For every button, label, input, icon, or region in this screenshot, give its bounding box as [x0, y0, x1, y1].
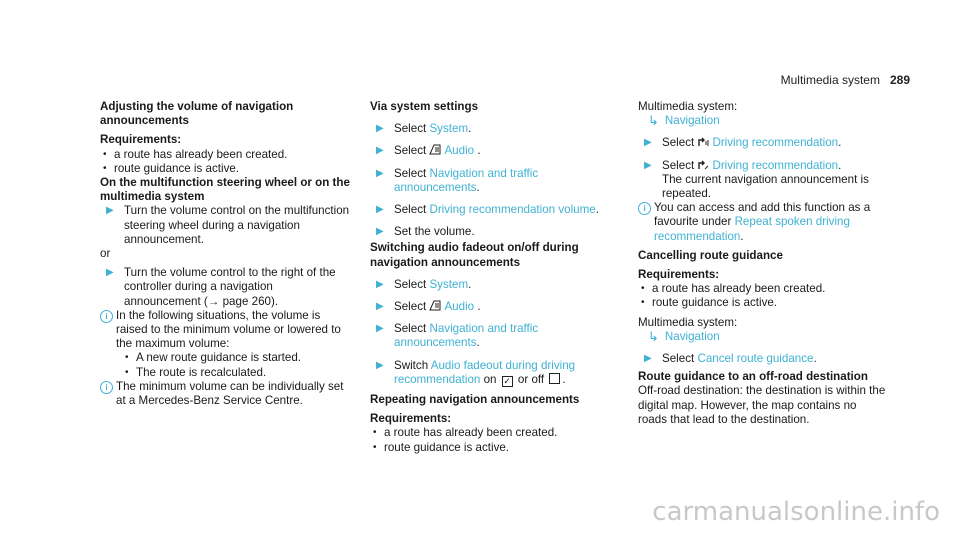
info-icon: i — [100, 309, 116, 323]
step: ▶ Select Driving recommendation. — [638, 136, 888, 150]
list-item: • route guidance is active. — [638, 296, 888, 310]
info-icon: i — [100, 380, 116, 394]
page-number: 289 — [889, 73, 910, 87]
list-item: • a route has already been created. — [638, 282, 888, 296]
arrow-icon: ▶ — [376, 323, 384, 335]
step: ▶ Select System. — [370, 122, 620, 136]
step: ▶ Switch Audio fadeout during driving recommendation on ✓ or off . — [370, 359, 620, 387]
requirements-label: Requirements: — [370, 412, 452, 426]
nav-path — [638, 330, 888, 344]
bullet-icon: • — [373, 441, 377, 453]
paragraph: Off-road destination: the destination is within the digital map. However, the map contains no roads that lead to the destination. — [638, 384, 886, 426]
bullet-icon: • — [641, 283, 645, 295]
list-item: • a route has already been created. — [370, 426, 620, 440]
bullet-icon: • — [641, 297, 645, 309]
system-line: Multimedia system: — [638, 315, 738, 329]
step: ▶ Select Cancel route guidance. — [638, 352, 888, 366]
driving-recommendation-icon — [697, 136, 709, 147]
nav-sub-arrow-icon: ↳ — [648, 113, 659, 129]
requirements-label: Requirements: — [638, 268, 720, 282]
requirements-label: Requirements: — [100, 133, 182, 147]
arrow-icon: ▶ — [376, 145, 384, 157]
menu-link-navigation[interactable]: Navigation — [664, 329, 720, 343]
checkbox-off-icon — [549, 373, 560, 384]
step: ▶ Select Audio . — [370, 144, 620, 158]
menu-link-cancel-route-guidance[interactable]: Cancel route guidance — [697, 352, 814, 366]
arrow-icon: ▶ — [376, 226, 384, 238]
info-icon: i — [638, 201, 654, 215]
arrow-icon: ▶ — [106, 267, 114, 279]
subheading: On the multifunction steering wheel or on the multimedia system — [100, 176, 350, 204]
section-heading: Route guidance to an off-road destination — [638, 370, 868, 384]
menu-link-driving-recommendation[interactable]: Driving recommendation — [712, 136, 839, 150]
list-item: • route guidance is active. — [100, 162, 350, 176]
or-label: or — [100, 247, 111, 261]
menu-link-driving-recommendation-volume[interactable]: Driving recommendation volume — [429, 203, 596, 217]
step: ▶ Turn the volume control on the multifunction steering wheel during a navigation announcement. — [100, 204, 350, 247]
nav-path — [638, 114, 888, 128]
note: i The minimum volume can be individually set at a Mercedes-Benz Service Centre. — [100, 380, 350, 408]
arrow-icon: ▶ — [644, 137, 652, 149]
section-heading: Adjusting the volume of navigation announcements — [100, 100, 294, 128]
arrow-icon: ▶ — [106, 205, 114, 217]
arrow-icon: ▶ — [376, 167, 384, 179]
driving-recommendation-icon — [697, 159, 709, 170]
step: ▶ Select Driving recommendation. The current navigation announcement is repeated. — [638, 159, 888, 202]
bullet-icon: • — [125, 366, 129, 378]
arrow-icon: ▶ — [644, 159, 652, 171]
bullet-icon: • — [373, 427, 377, 439]
bullet-icon: • — [125, 352, 129, 364]
column-3 — [638, 100, 888, 427]
menu-link-audio[interactable]: Audio — [444, 300, 475, 314]
arrow-icon: ▶ — [376, 359, 384, 371]
menu-link-system[interactable]: System — [429, 277, 469, 291]
arrow-icon: ▶ — [376, 204, 384, 216]
menu-link-navigation[interactable]: Navigation — [664, 114, 720, 128]
menu-link-navigation-announcements[interactable]: Navigation and traffic announcements — [394, 322, 539, 350]
arrow-icon: ▶ — [644, 353, 652, 365]
watermark: carmanualsonline.info — [652, 497, 940, 527]
note: i You can access and add this function as a favourite under Repeat spoken driving recommendation. — [638, 201, 888, 244]
arrow-icon: ▶ — [376, 301, 384, 313]
audio-icon — [429, 300, 441, 311]
step: ▶ Select Driving recommendation volume. — [370, 203, 620, 217]
note: i In the following situations, the volume is raised to the minimum volume or lowered to the maximum volume: — [100, 309, 350, 352]
step: ▶ Turn the volume control to the right of the controller during a navigation announcement (→ page 260). — [100, 266, 350, 309]
section-heading: Cancelling route guidance — [638, 248, 783, 262]
system-line: Multimedia system: — [638, 100, 738, 113]
header-title: Multimedia system — [780, 73, 880, 87]
arrow-icon: ▶ — [376, 123, 384, 135]
menu-link-audio[interactable]: Audio — [444, 144, 475, 158]
section-heading: Via system settings — [370, 100, 479, 113]
menu-link-system[interactable]: System — [429, 122, 469, 136]
list-item: • The route is recalculated. — [122, 366, 350, 380]
menu-link-repeat-spoken[interactable]: Repeat spoken driving recommendation — [654, 215, 850, 243]
step: ▶ Select Navigation and traffic announcements. — [370, 167, 620, 195]
step: ▶ Select System. — [370, 278, 620, 292]
step: ▶ Select Navigation and traffic announcements. — [370, 322, 620, 350]
column-1 — [100, 100, 350, 408]
step: ▶ Set the volume. — [370, 225, 620, 239]
checkbox-on-icon: ✓ — [503, 375, 511, 386]
column-2 — [370, 100, 620, 455]
arrow-icon: ▶ — [376, 278, 384, 290]
bullet-icon: • — [103, 162, 107, 174]
page-header — [781, 73, 910, 87]
menu-link-navigation-announcements[interactable]: Navigation and traffic announcements — [394, 166, 539, 194]
menu-link-audio-fadeout[interactable]: Audio fadeout during driving recommendation — [394, 358, 576, 386]
list-item: • A new route guidance is started. — [122, 351, 350, 365]
audio-icon — [429, 144, 441, 155]
step: ▶ Select Audio . — [370, 300, 620, 314]
list-item: • a route has already been created. — [100, 148, 350, 162]
section-heading: Repeating navigation announcements — [370, 393, 580, 407]
nav-sub-arrow-icon: ↳ — [648, 328, 659, 344]
menu-link-driving-recommendation[interactable]: Driving recommendation — [712, 158, 839, 172]
bullet-icon: • — [103, 148, 107, 160]
section-heading: Switching audio fadeout on/off during navigation announcements — [370, 241, 579, 269]
list-item: • route guidance is active. — [370, 441, 620, 455]
